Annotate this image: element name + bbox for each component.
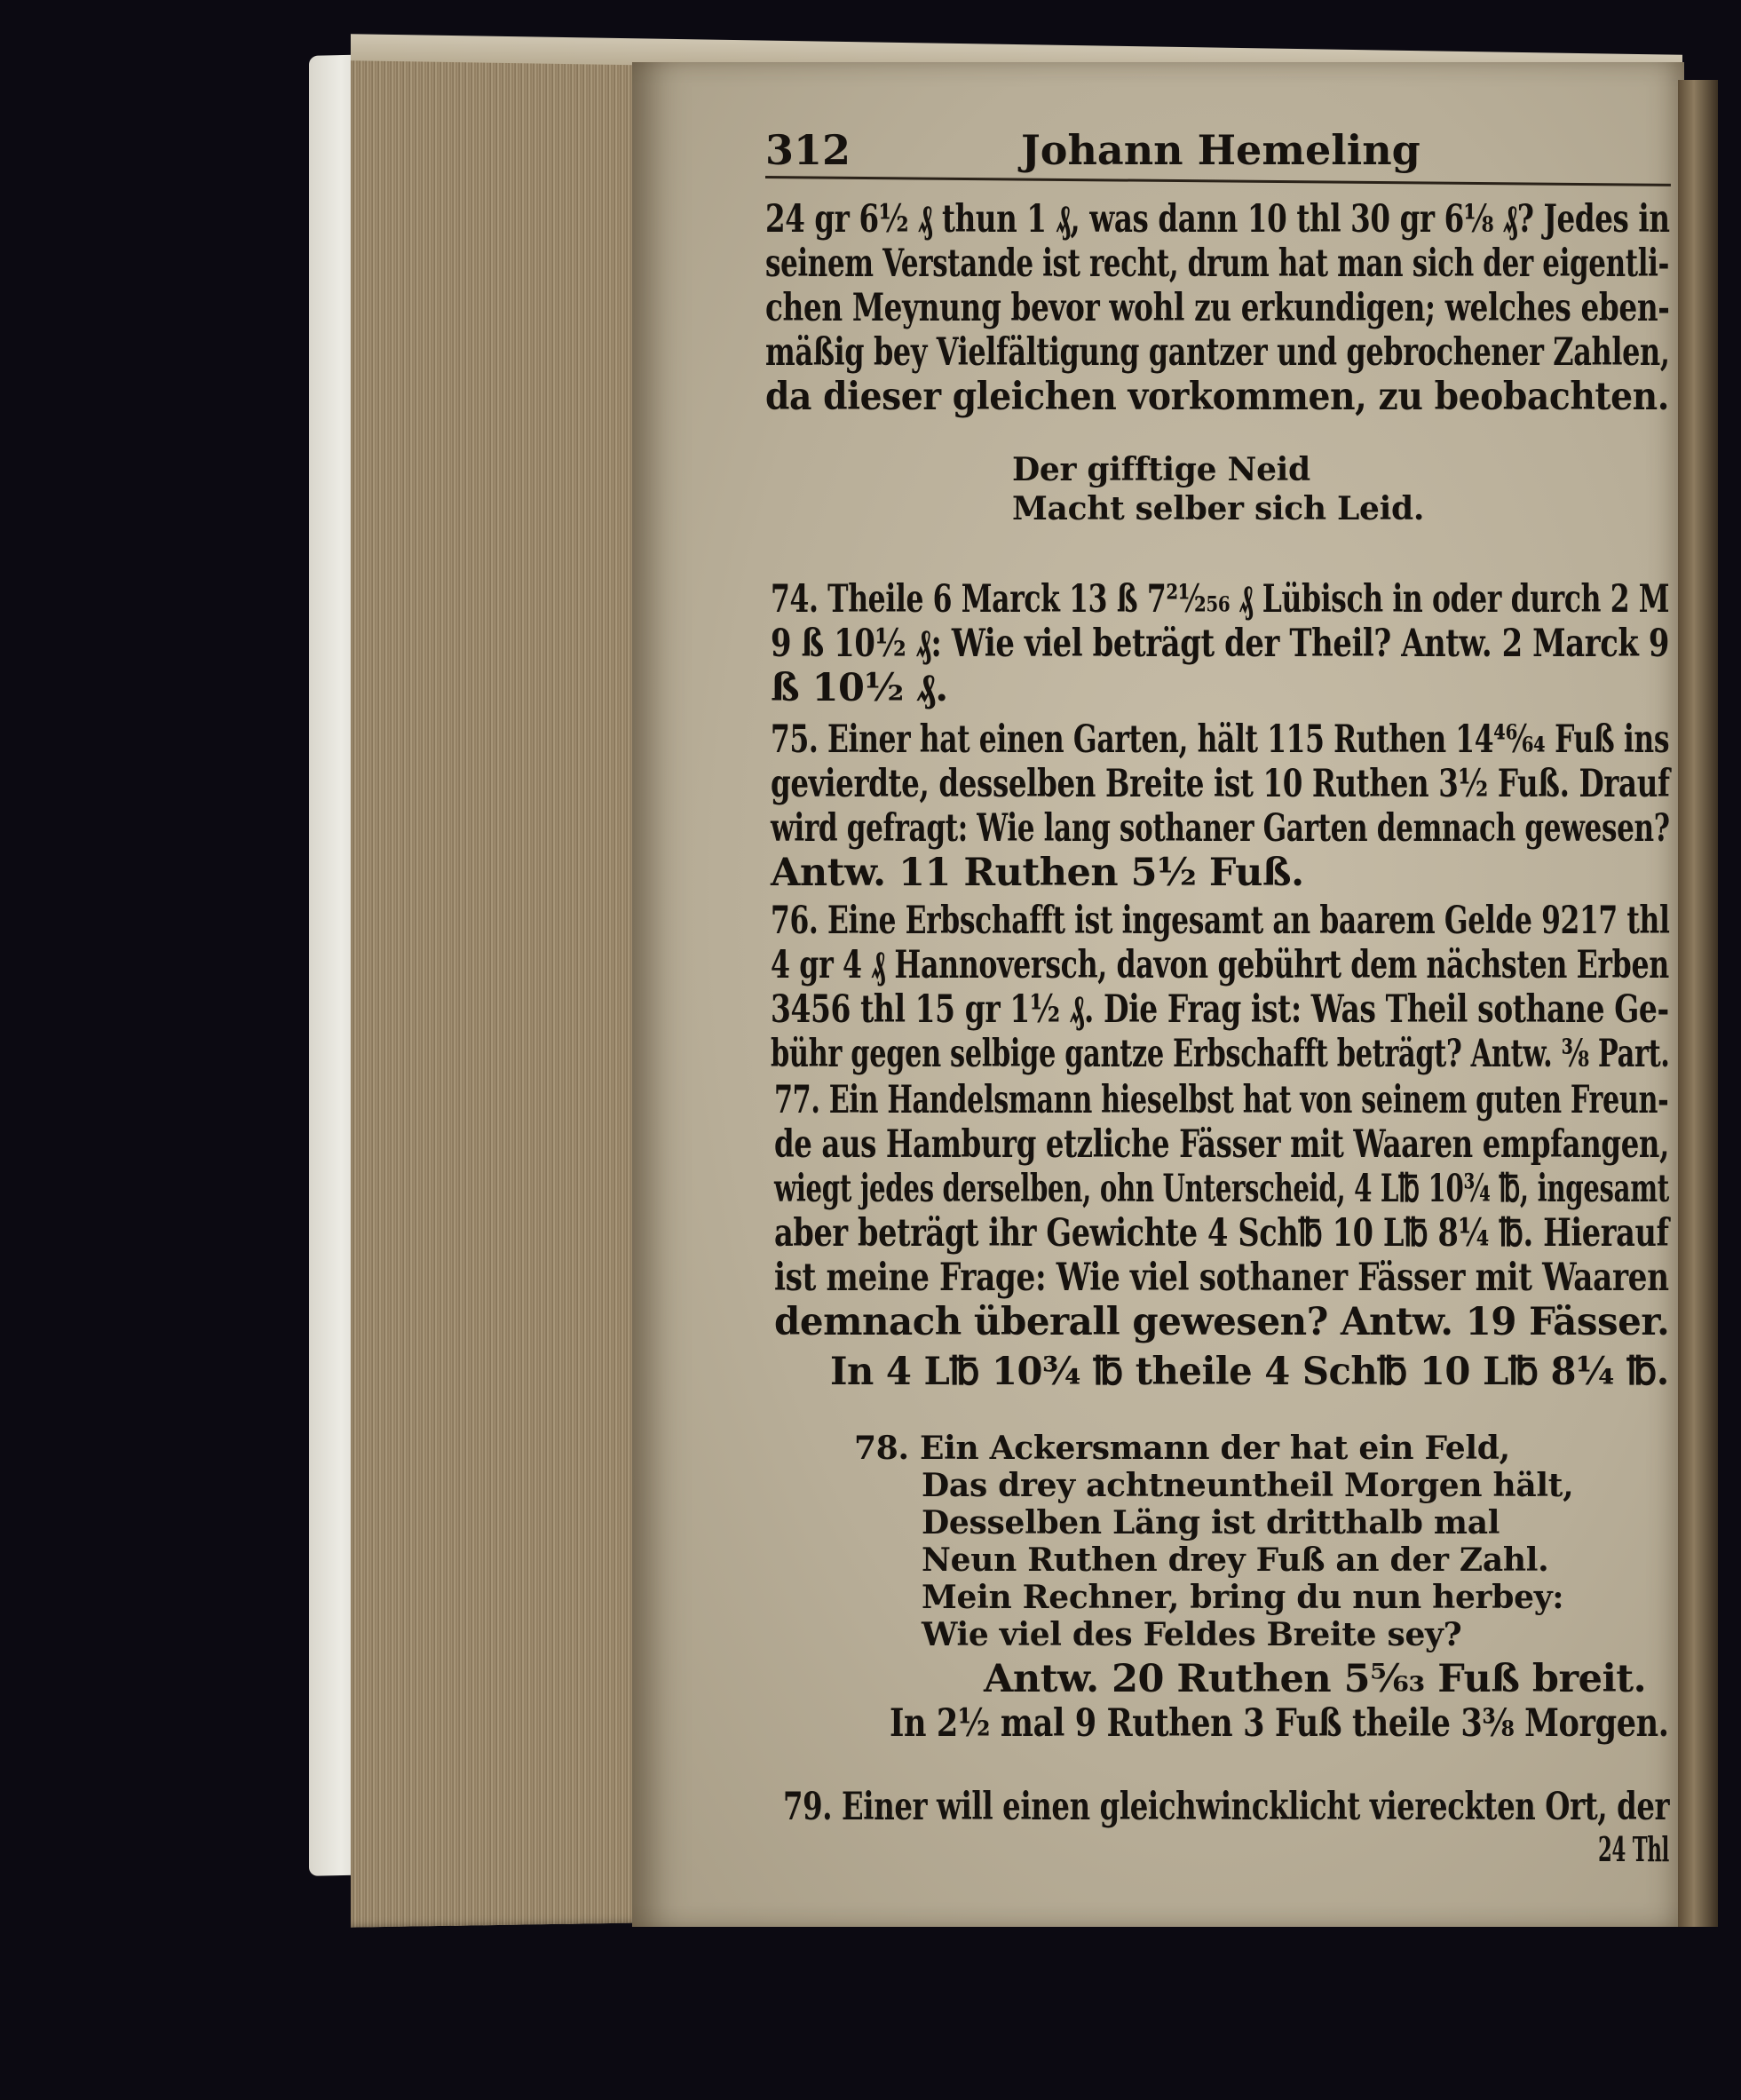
text-line: chen Meynung bevor wohl zu erkundigen; welches eben- <box>765 286 1670 330</box>
problem-77-line: wiegt jedes derselben, ohn Unterscheid, 4 L℔ 10¾ ℔, ingesamt <box>774 1167 1669 1211</box>
problem-75-line: 75. Einer hat einen Garten, hält 115 Ruthen 14⁴⁶⁄₆₄ Fuß ins <box>771 717 1670 762</box>
running-title: Johann Hemeling <box>1021 126 1420 174</box>
problem-78-answer: Antw. 20 Ruthen 5⁵⁄₆₃ Fuß breit. <box>984 1657 1647 1701</box>
page-number: 312 <box>765 126 851 174</box>
problem-77-solution: In 4 L℔ 10¾ ℔ theile 4 Sch℔ 10 L℔ 8¼ ℔. <box>830 1350 1669 1394</box>
text-line: mäßig bey Vielfältigung gantzer und gebrochener Zahlen, <box>765 330 1670 375</box>
problem-74-line: 9 ß 10½ ₰: Wie viel beträgt der Theil? Antw. 2 Marck 9 <box>771 622 1670 666</box>
problem-77-line: 77. Ein Handelsmann hieselbst hat von seinem guten Freun- <box>774 1078 1669 1122</box>
page-edges <box>351 49 644 1927</box>
problem-75-line: gevierdte, desselben Breite ist 10 Ruthen 3½ Fuß. Drauf <box>771 762 1670 806</box>
problem-78-verse: 78. Ein Ackersmann der hat ein Feld, <box>854 1430 1510 1467</box>
text-line: 24 gr 6½ ₰ thun 1 ₰, was dann 10 thl 30 gr 6⅛ ₰? Jedes in <box>765 197 1670 242</box>
problem-78-verse: Desselben Läng ist dritthalb mal <box>922 1504 1500 1541</box>
problem-78-verse: Neun Ruthen drey Fuß an der Zahl. <box>922 1541 1549 1579</box>
verse-line: Macht selber sich Leid. <box>1012 490 1425 527</box>
text-line: da dieser gleichen vorkommen, zu beobachten. <box>765 375 1669 419</box>
problem-74-line: 74. Theile 6 Marck 13 ß 7²¹⁄₂₅₆ ₰ Lübisch in oder durch 2 M <box>771 577 1670 622</box>
catchword: 24 Thl <box>1598 1829 1669 1869</box>
verse-line: Der gifftige Neid <box>1012 451 1310 488</box>
problem-79-line: 79. Einer will einen gleichwincklicht viereckten Ort, der <box>783 1785 1670 1829</box>
problem-78-solution: In 2½ mal 9 Ruthen 3 Fuß theile 3⅜ Morgen. <box>890 1701 1669 1746</box>
problem-78-verse: Das drey achtneuntheil Morgen hält, <box>922 1467 1574 1504</box>
problem-76-line: 3456 thl 15 gr 1½ ₰. Die Frag ist: Was Theil sothane Ge- <box>771 987 1669 1032</box>
problem-76-line: 4 gr 4 ₰ Hannoversch, davon gebührt dem nächsten Erben <box>771 943 1669 987</box>
problem-77-line: ist meine Frage: Wie viel sothaner Fässer mit Waaren <box>774 1256 1669 1300</box>
problem-75-line: Antw. 11 Ruthen 5½ Fuß. <box>771 851 1304 895</box>
problem-76-line: 76. Eine Erbschafft ist ingesamt an baarem Gelde 9217 thl <box>771 899 1670 943</box>
problem-75-line: wird gefragt: Wie lang sothaner Garten demnach gewesen? <box>771 806 1670 851</box>
book-gutter <box>1678 80 1718 1927</box>
problem-77-line: demnach überall gewesen? Antw. 19 Fässer. <box>774 1300 1670 1344</box>
problem-78-verse: Mein Rechner, bring du nun herbey: <box>922 1579 1564 1616</box>
text-line: seinem Verstande ist recht, drum hat man sich der eigentli- <box>765 242 1670 286</box>
problem-77-line: de aus Hamburg etzliche Fässer mit Waaren empfangen, <box>774 1122 1669 1167</box>
problem-74-line: ß 10½ ₰. <box>771 666 948 710</box>
problem-78-verse: Wie viel des Feldes Breite sey? <box>922 1616 1462 1653</box>
problem-76-line: bühr gegen selbige gantze Erbschafft beträgt? Antw. ⅜ Part. <box>771 1032 1670 1076</box>
problem-77-line: aber beträgt ihr Gewichte 4 Sch℔ 10 L℔ 8¼ ℔. Hierauf <box>774 1211 1669 1256</box>
